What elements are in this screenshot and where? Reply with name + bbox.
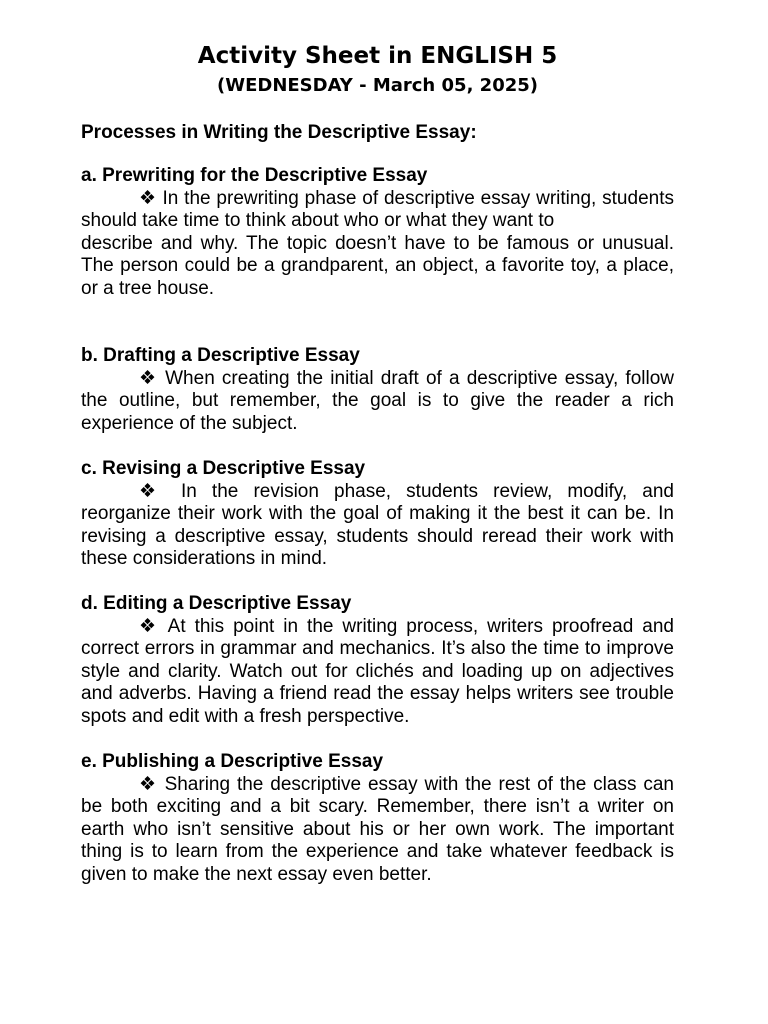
section-revising: [81, 458, 674, 571]
section-body-prewriting-part2: describe and why. The topic doesn’t have to be famous or unusual. The person could be a grandparent, an object, a favorite toy, a place, or a tree house.: [81, 232, 674, 299]
section-publishing: [81, 751, 674, 886]
section-heading-revising: c. Revising a Descriptive Essay: [81, 458, 366, 479]
page-date-subtitle: (WEDNESDAY - March 05, 2025): [217, 75, 538, 96]
section-drafting: [81, 345, 674, 435]
bullet-icon: ❖: [139, 367, 158, 389]
bullet-icon: ❖: [139, 480, 166, 502]
section-body-editing: ❖ At this point in the writing process, writers proofread and correct errors in grammar and mechanics. It’s also the time to improve style and clarity. Watch out for clichés and loading up on adjectives and adverbs. Having a friend read the essay helps writers see trouble spots and edit with a fresh perspective.: [81, 615, 674, 727]
bullet-icon: ❖: [139, 187, 157, 209]
section-body-drafting: ❖ When creating the initial draft of a descriptive essay, follow the outline, but remember, the goal is to give the reader a rich experience of the subject.: [81, 367, 674, 434]
section-prewriting: [81, 165, 674, 300]
section-body-prewriting-part1: ❖ In the prewriting phase of descriptive essay writing, students should take time to think about who or what they want to: [81, 187, 674, 231]
section-body-publishing: ❖ Sharing the descriptive essay with the rest of the class can be both exciting and a bit scary. Remember, there isn’t a writer on earth who isn’t sensitive about his or her own work. The important thing is to learn from the experience and take whatever feedback is given to make the next essay even better.: [81, 773, 674, 885]
section-heading-drafting: b. Drafting a Descriptive Essay: [81, 345, 360, 366]
section-editing: [81, 593, 674, 728]
section-heading-editing: d. Editing a Descriptive Essay: [81, 593, 352, 614]
section-body-revising: ❖ In the revision phase, students review, modify, and reorganize their work with the goal of making it the best it can be. In revising a descriptive essay, students should reread their work with these considerations in mind.: [81, 480, 674, 569]
bullet-icon: ❖: [139, 773, 158, 795]
section-heading-prewriting: a. Prewriting for the Descriptive Essay: [81, 165, 428, 186]
main-heading: Processes in Writing the Descriptive Essay:: [81, 122, 477, 143]
section-heading-publishing: e. Publishing a Descriptive Essay: [81, 751, 384, 772]
bullet-icon: ❖: [139, 615, 160, 637]
page-title: Activity Sheet in ENGLISH 5: [197, 43, 558, 69]
